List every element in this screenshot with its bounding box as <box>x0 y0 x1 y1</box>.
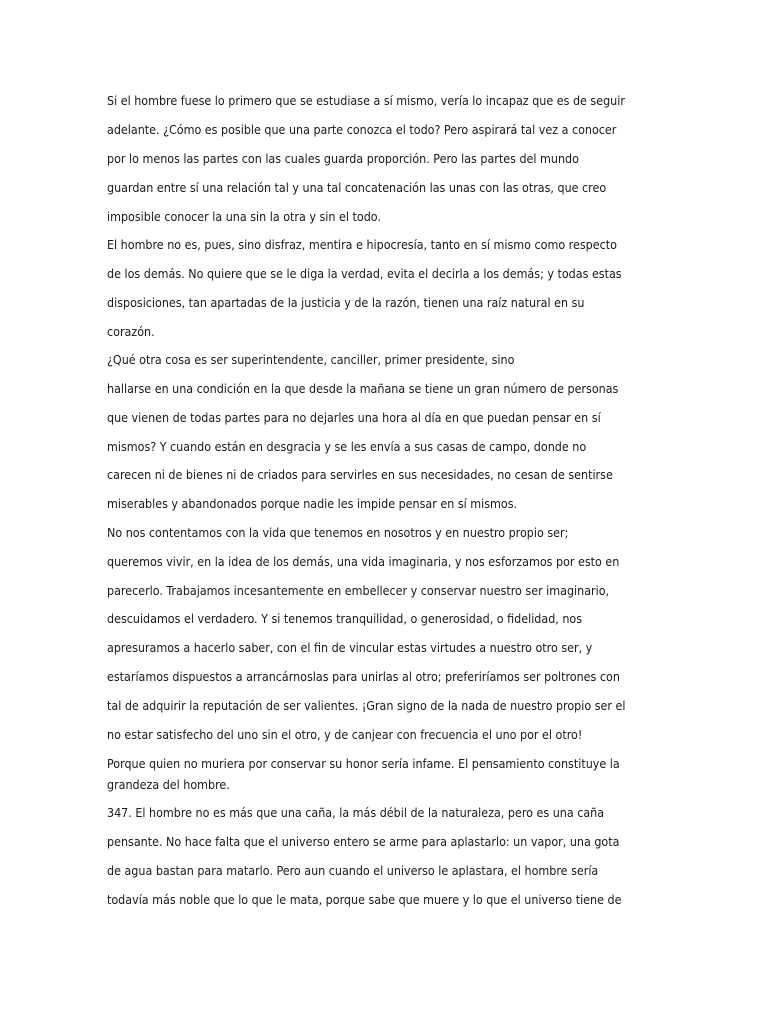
text-line: Si el hombre fuese lo primero que se estudiase a sí mismo, vería lo incapaz que es de seguir <box>107 93 625 108</box>
text-line: carecen ni de bienes ni de criados para servirles en sus necesidades, no cesan de sentirse <box>107 467 613 482</box>
text-line: por lo menos las partes con las cuales guarda proporción. Pero las partes del mundo <box>107 151 579 166</box>
text-line: de agua bastan para matarlo. Pero aun cuando el universo le aplastara, el hombre sería <box>107 863 599 878</box>
text-line: miserables y abandonados porque nadie les impide pensar en sí mismos. <box>107 496 518 511</box>
text-line: mismos? Y cuando están en desgracia y se les envía a sus casas de campo, donde no <box>107 439 587 454</box>
text-line: que vienen de todas partes para no dejarles una hora al día en que puedan pensar en sí <box>107 410 601 425</box>
text-line: hallarse en una condición en la que desde la mañana se tiene un gran número de personas <box>107 381 619 396</box>
text-line: 347. El hombre no es más que una caña, la más débil de la naturaleza, pero es una caña <box>107 805 605 820</box>
text-line: apresuramos a hacerlo saber, con el fin de vincular estas virtudes a nuestro otro ser, y <box>107 640 593 655</box>
text-line: grandeza del hombre. <box>107 777 230 792</box>
text-line: Porque quien no muriera por conservar su honor sería infame. El pensamiento constituye la <box>107 756 620 771</box>
text-line: de los demás. No quiere que se le diga la verdad, evita el decirla a los demás; y todas estas <box>107 266 622 281</box>
text-line: estaríamos dispuestos a arrancárnoslas para unirlas al otro; preferiríamos ser poltrones con <box>107 669 620 684</box>
text-line: adelante. ¿Cómo es posible que una parte conozca el todo? Pero aspirará tal vez a conocer <box>107 122 617 137</box>
text-line: No nos contentamos con la vida que tenemos en nosotros y en nuestro propio ser; <box>107 525 569 540</box>
text-line: todavía más noble que lo que le mata, porque sabe que muere y lo que el universo tiene de <box>107 892 622 907</box>
text-line: parecerlo. Trabajamos incesantemente en embellecer y conservar nuestro ser imaginario, <box>107 583 610 598</box>
text-line: descuidamos el verdadero. Y si tenemos tranquilidad, o generosidad, o fidelidad, nos <box>107 611 583 626</box>
text-line: ¿Qué otra cosa es ser superintendente, canciller, primer presidente, sino <box>107 352 515 367</box>
text-line: disposiciones, tan apartadas de la justicia y de la razón, tienen una raíz natural en su <box>107 295 585 310</box>
text-line: pensante. No hace falta que el universo entero se arme para aplastarlo: un vapor, una gota <box>107 834 620 849</box>
text-line: imposible conocer la una sin la otra y sin el todo. <box>107 209 381 224</box>
text-line: tal de adquirir la reputación de ser valientes. ¡Gran signo de la nada de nuestro propio ser el <box>107 698 626 713</box>
text-line: no estar satisfecho del uno sin el otro, y de canjear con frecuencia el uno por el otro! <box>107 727 583 742</box>
text-line: corazón. <box>107 324 155 339</box>
text-line: guardan entre sí una relación tal y una tal concatenación las unas con las otras, que creo <box>107 180 607 195</box>
text-line: El hombre no es, pues, sino disfraz, mentira e hipocresía, tanto en sí mismo como respecto <box>107 237 617 252</box>
text-line: queremos vivir, en la idea de los demás, una vida imaginaria, y nos esforzamos por esto en <box>107 554 620 569</box>
